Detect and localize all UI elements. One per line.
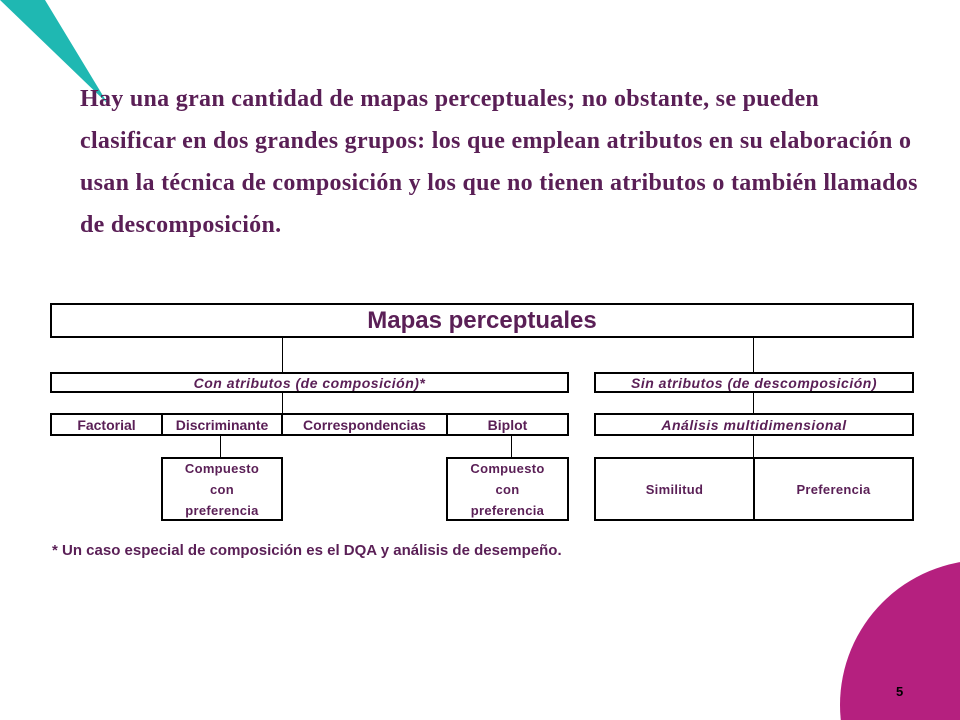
page-number: 5: [896, 684, 904, 699]
diagram-title-box: Mapas perceptuales: [50, 303, 914, 338]
method-factorial-box: Factorial: [50, 413, 163, 436]
leaf-line: Compuesto: [184, 460, 260, 476]
method-correspondencias-box: Correspondencias: [281, 413, 448, 436]
leaf-line: Compuesto: [470, 460, 545, 476]
method-multidimensional-box: Análisis multidimensional: [594, 413, 914, 436]
connector-line: [753, 338, 754, 372]
connector-line: [753, 393, 754, 413]
leaf-preferencia-box: Preferencia: [753, 457, 914, 521]
leaf-line: preferencia: [185, 502, 259, 518]
connector-line: [220, 436, 221, 457]
connector-line: [511, 436, 512, 457]
leaf-line: preferencia: [470, 502, 545, 518]
connector-line: [753, 436, 754, 457]
group-with-attributes-box: Con atributos (de composición)*: [50, 372, 569, 393]
leaf-compuesto-biplot-box: [446, 457, 569, 521]
method-biplot-box: Biplot: [446, 413, 569, 436]
leaf-line: con: [209, 481, 234, 497]
leaf-line: con: [495, 481, 520, 497]
leaf-similitud-box: Similitud: [594, 457, 755, 521]
leaf-compuesto-discriminante-box: [161, 457, 283, 521]
connector-line: [282, 393, 283, 413]
intro-paragraph: Hay una gran cantidad de mapas perceptuales; no obstante, se pueden clasificar en dos grandes grupos: los que emplean atributos en su elaboración o usan la técnica de composición y los que no tienen atributos o también llamados de descomposición.: [80, 86, 918, 238]
footnote: * Un caso especial de composición es el DQA y análisis de desempeño.: [52, 542, 562, 559]
method-discriminante-box: Discriminante: [161, 413, 283, 436]
connector-line: [282, 338, 283, 372]
group-without-attributes-box: Sin atributos (de descomposición): [594, 372, 914, 393]
